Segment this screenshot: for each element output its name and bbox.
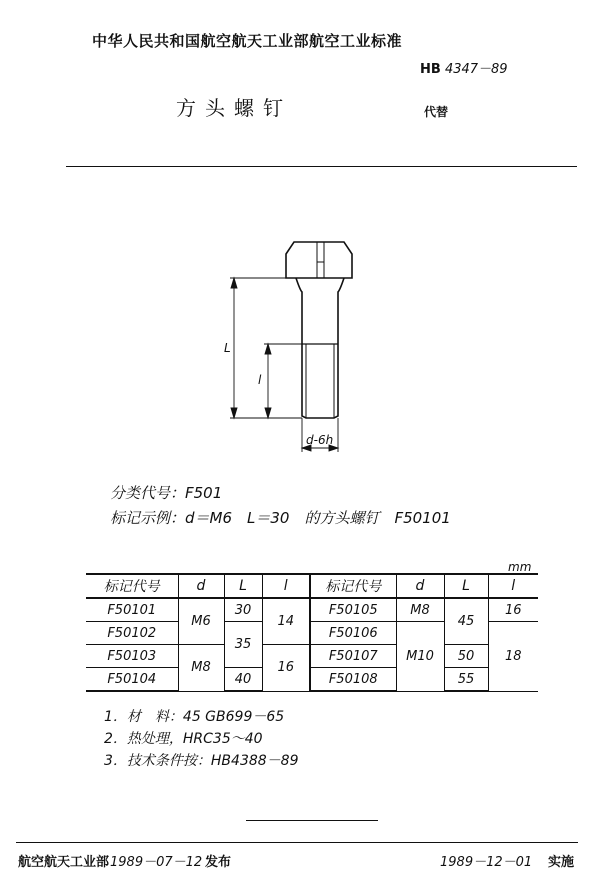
note-technical-conditions: 3．技术条件按：HB4388－89 (104, 753, 299, 769)
code-cell: F50101 (86, 598, 178, 622)
code-cell: F50103 (86, 645, 178, 668)
code-cell: F50105 (310, 598, 396, 622)
replace-label: 代替 (424, 105, 449, 119)
d-cell: M6 (178, 598, 224, 645)
issuer: 航空航天工业部 (18, 855, 110, 870)
implementation-label: 实施 (548, 855, 575, 870)
arrow (265, 408, 271, 418)
header-code: 标记代号 (86, 574, 178, 598)
standard-organization: 中华人民共和国航空航天工业部航空工业标准 (92, 32, 403, 50)
L-cell: 45 (444, 598, 488, 645)
L-cell: 30 (224, 598, 262, 622)
issue-label: 发布 (205, 855, 232, 870)
issue-date: 1989－07－12 (110, 855, 203, 870)
header-l: l (488, 574, 538, 598)
header-code: 标记代号 (310, 574, 396, 598)
screw-head-outline (286, 242, 352, 278)
signature-line (246, 820, 378, 821)
L-cell: 55 (444, 668, 488, 692)
dimension-label-d: d-6h (306, 433, 334, 447)
header-L: L (444, 574, 488, 598)
dimension-label-l: l (258, 373, 262, 387)
marking-example: 标记示例：d＝M6 L＝30 的方头螺钉 F50101 (110, 509, 451, 527)
classification-code: 分类代号：F501 (110, 484, 223, 502)
code-cell: F50104 (86, 668, 178, 692)
square-head-screw-drawing (220, 230, 420, 460)
standard-code (420, 58, 508, 77)
code-cell: F50108 (310, 668, 396, 692)
l-cell: 16 (488, 598, 538, 622)
header-d: d (396, 574, 444, 598)
l-cell: 14 (262, 598, 310, 645)
note-heat-treatment: 2．热处理，HRC35～40 (104, 731, 263, 747)
table-row (86, 645, 538, 668)
standard-number: 4347－89 (444, 62, 508, 77)
arrow (231, 408, 237, 418)
l-cell: 16 (262, 645, 310, 692)
table-row (86, 668, 538, 692)
L-cell: 35 (224, 622, 262, 668)
dimension-table (86, 573, 538, 692)
arrow (231, 278, 237, 288)
table-header-row (86, 574, 538, 598)
dimension-label-L: L (224, 341, 231, 355)
d-cell: M10 (396, 622, 444, 692)
table-row (86, 598, 538, 622)
header-l: l (262, 574, 310, 598)
l-cell: 18 (488, 622, 538, 692)
footer-divider (16, 842, 578, 843)
d-cell: M8 (178, 645, 224, 692)
header-L: L (224, 574, 262, 598)
implementation-date: 1989－12－01 (440, 855, 533, 870)
L-cell: 40 (224, 668, 262, 692)
code-cell: F50106 (310, 622, 396, 645)
technical-notes (104, 706, 298, 772)
arrow (265, 344, 271, 354)
code-cell: F50107 (310, 645, 396, 668)
header-d: d (178, 574, 224, 598)
screw-shank-outline (296, 278, 344, 418)
page-title: 方头螺钉 (176, 96, 292, 120)
code-cell: F50102 (86, 622, 178, 645)
L-cell: 50 (444, 645, 488, 668)
header-divider (66, 166, 577, 167)
note-material: 1．材 料：45 GB699－65 (104, 709, 285, 725)
unit-label: mm (508, 560, 532, 574)
standard-prefix: HB (420, 62, 441, 77)
d-cell: M8 (396, 598, 444, 622)
